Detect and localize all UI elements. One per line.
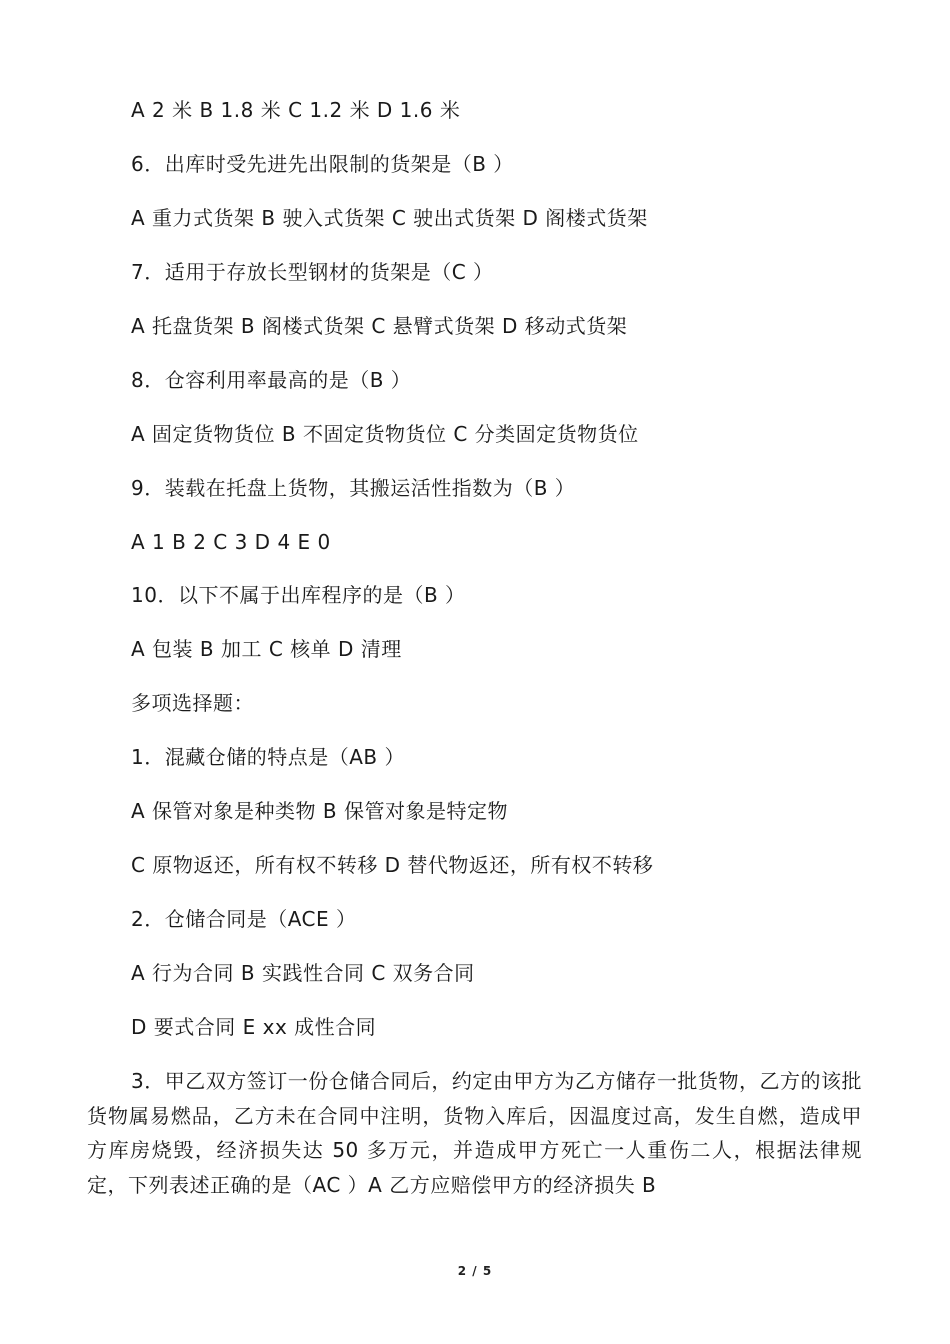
question-line: 8．仓容利用率最高的是（B ） bbox=[131, 368, 412, 392]
section-heading: 多项选择题： bbox=[131, 691, 254, 715]
question-line: 2．仓储合同是（ACE ） bbox=[131, 907, 357, 931]
option-line: C 原物返还，所有权不转移 D 替代物返还，所有权不转移 bbox=[131, 853, 654, 877]
question-line: 7．适用于存放长型钢材的货架是（C ） bbox=[131, 260, 494, 284]
option-line: A 行为合同 B 实践性合同 C 双务合同 bbox=[131, 961, 475, 985]
option-line: A 托盘货架 B 阁楼式货架 C 悬臂式货架 D 移动式货架 bbox=[131, 314, 628, 338]
option-line: A 保管对象是种类物 B 保管对象是特定物 bbox=[131, 799, 508, 823]
option-line: A 重力式货架 B 驶入式货架 C 驶出式货架 D 阁楼式货架 bbox=[131, 206, 648, 230]
option-line: A 1 B 2 C 3 D 4 E 0 bbox=[131, 530, 331, 554]
question-line: 10．以下不属于出库程序的是（B ） bbox=[131, 583, 466, 607]
page-indicator: 2 / 5 bbox=[457, 1264, 493, 1278]
option-line: A 固定货物货位 B 不固定货物货位 C 分类固定货物货位 bbox=[131, 422, 639, 446]
option-line: A 2 米 B 1.8 米 C 1.2 米 D 1.6 米 bbox=[131, 98, 461, 122]
question-line: 1．混藏仓储的特点是（AB ） bbox=[131, 745, 405, 769]
question-line: 6．出库时受先进先出限制的货架是（B ） bbox=[131, 152, 514, 176]
option-line: D 要式合同 E xx 成性合同 bbox=[131, 1015, 377, 1039]
question-line: 9．装载在托盘上货物，其搬运活性指数为（B ） bbox=[131, 476, 576, 500]
option-line: A 包装 B 加工 C 核单 D 清理 bbox=[131, 637, 402, 661]
question-paragraph: 3．甲乙双方签订一份仓储合同后，约定由甲方为乙方储存一批货物，乙方的该批货物属易燃品，乙方未在合同中注明，货物入库后，因温度过高，发生自燃，造成甲方库房烧毁，经济损失达 50 多万元，并造成甲方死亡一人重伤二人，根据法律规定，下列表述正确的是（AC ）A 乙方应赔偿甲方的经济损失 B bbox=[87, 1069, 862, 1197]
